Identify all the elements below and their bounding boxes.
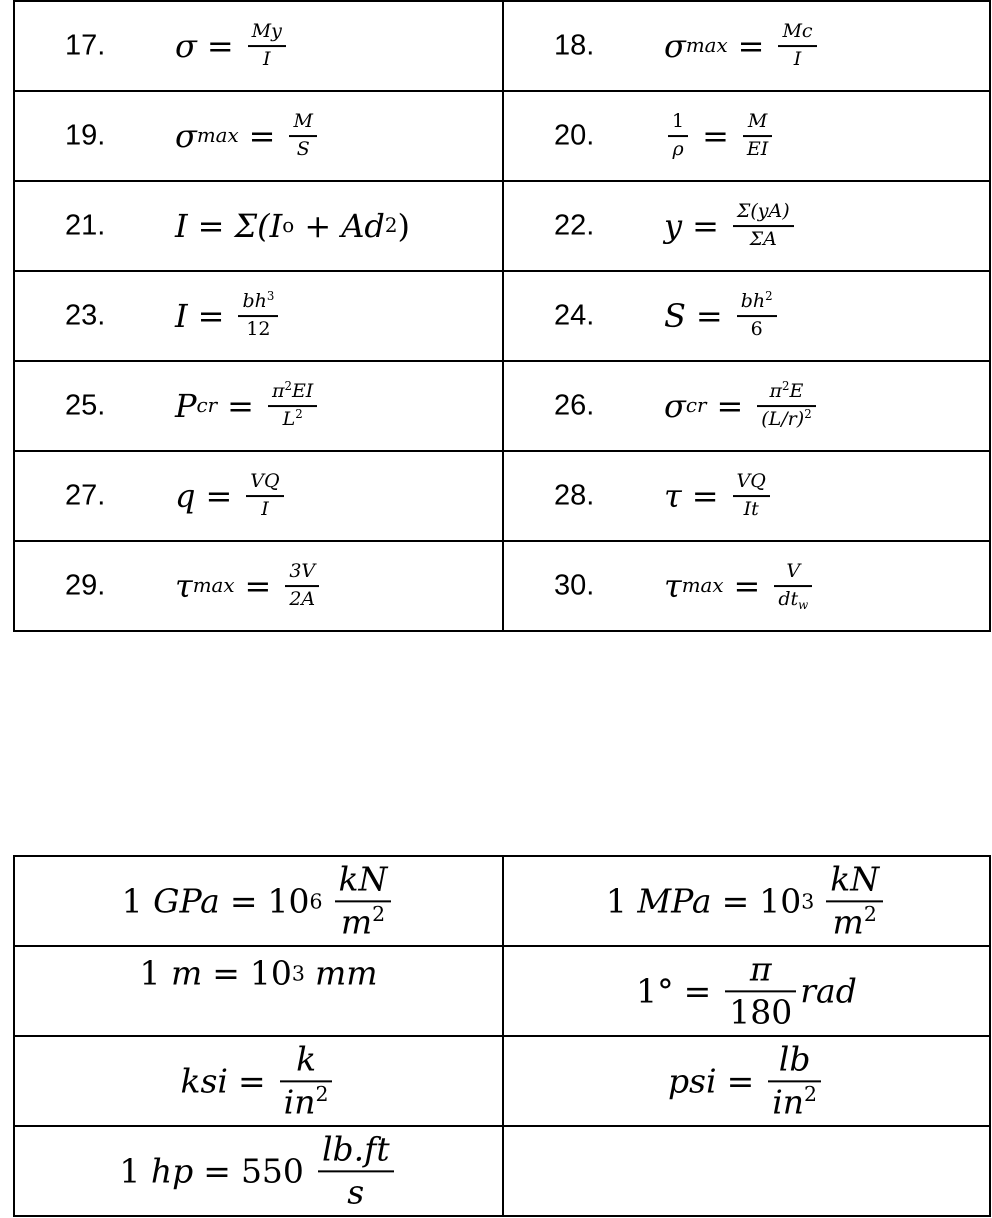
table-row — [14, 541, 990, 631]
formula-cell-19 — [14, 91, 503, 181]
table-row — [14, 1, 990, 91]
formula-number: 22. — [554, 209, 595, 242]
conversion-gpa: 1 GPa = 10 6 $\frac{kN}{m^2}$ — [122, 862, 396, 939]
formula-number: 21. — [65, 209, 106, 242]
formula-21: I = Σ(I o + Ad 2 ) — [175, 207, 411, 245]
formula-cell-20 — [503, 91, 990, 181]
formula-25: P cr = $\frac{\pi^2EI}{L^2}$ — [175, 382, 321, 430]
formula-number: 28. — [554, 479, 595, 512]
table-row — [14, 1126, 990, 1216]
formula-number: 25. — [65, 389, 106, 422]
formula-28: τ = $\frac{VQ}{It}$ — [664, 472, 774, 520]
formula-cell-18 — [503, 1, 990, 91]
formula-cell-28 — [503, 451, 990, 541]
unit-cell-degree — [503, 946, 990, 1036]
formula-number: 26. — [554, 389, 595, 422]
formula-number: 30. — [554, 569, 595, 602]
formula-cell-21 — [14, 181, 503, 271]
table-row — [14, 361, 990, 451]
formula-number: 18. — [554, 29, 595, 62]
unit-cell-gpa — [14, 856, 503, 946]
formula-number: 29. — [65, 569, 106, 602]
formula-cell-26 — [503, 361, 990, 451]
formula-number: 24. — [554, 299, 595, 332]
conversion-ksi: ksi = $\frac{k}{in^2}$ — [181, 1042, 337, 1119]
unit-cell-hp — [14, 1126, 503, 1216]
formula-26: σ cr = $\frac{\pi^2E}{(L/r)^2}$ — [664, 382, 820, 430]
unit-cell-mpa — [503, 856, 990, 946]
formula-18: σ max = $\frac{Mc}{I}$ — [664, 22, 821, 70]
formula-cell-23 — [14, 271, 503, 361]
formula-22: y = $\frac{\Sigma(yA)}{\Sigma A}$ — [664, 202, 798, 250]
conversion-degree: 1° = $\frac{\pi}{180}$ rad — [636, 949, 857, 1031]
formula-29: τ max = $\frac{3V}{2A}$ — [175, 562, 323, 610]
formula-number: 23. — [65, 299, 106, 332]
formula-cell-29 — [14, 541, 503, 631]
conversion-meter: 1 m = 10 3 mm — [139, 953, 378, 993]
unit-cell-psi — [503, 1036, 990, 1126]
formula-20: $\frac{1}{\rho}$ = $\frac{M}{EI}$ — [664, 112, 776, 160]
conversion-psi: psi = $\frac{lb}{in^2}$ — [668, 1042, 825, 1119]
formula-23: I = $\frac{bh^3}{12}$ — [175, 292, 282, 340]
formula-19: σ max = $\frac{M}{S}$ — [175, 112, 321, 160]
formula-17: σ = $\frac{My}{I}$ — [175, 22, 290, 70]
formula-cell-24 — [503, 271, 990, 361]
unit-conversion-table — [13, 855, 991, 1217]
formula-cell-30 — [503, 541, 990, 631]
table-row — [14, 946, 990, 1036]
formula-cell-22 — [503, 181, 990, 271]
table-row — [14, 271, 990, 361]
formula-number: 17. — [65, 29, 106, 62]
formula-sheet-table — [13, 0, 991, 632]
formula-number: 19. — [65, 119, 106, 152]
conversion-mpa: 1 MPa = 10 3 $\frac{kN}{m^2}$ — [606, 862, 887, 939]
formula-cell-27 — [14, 451, 503, 541]
formula-30: τ max = $\frac{V}{dt_w}$ — [664, 562, 816, 610]
formula-cell-25 — [14, 361, 503, 451]
unit-cell-empty — [503, 1126, 990, 1216]
formula-24: S = $\frac{bh^2}{6}$ — [664, 292, 781, 340]
unit-cell-ksi — [14, 1036, 503, 1126]
table-row — [14, 181, 990, 271]
formula-number: 20. — [554, 119, 595, 152]
formula-cell-17 — [14, 1, 503, 91]
table-row — [14, 1036, 990, 1126]
unit-cell-meter — [14, 946, 503, 1036]
formula-number: 27. — [65, 479, 106, 512]
conversion-hp: 1 hp = 550 $\frac{lb.ft}{s}$ — [119, 1132, 397, 1209]
table-row — [14, 856, 990, 946]
formula-27: q = $\frac{VQ}{I}$ — [175, 472, 288, 520]
table-row — [14, 91, 990, 181]
table-row — [14, 451, 990, 541]
